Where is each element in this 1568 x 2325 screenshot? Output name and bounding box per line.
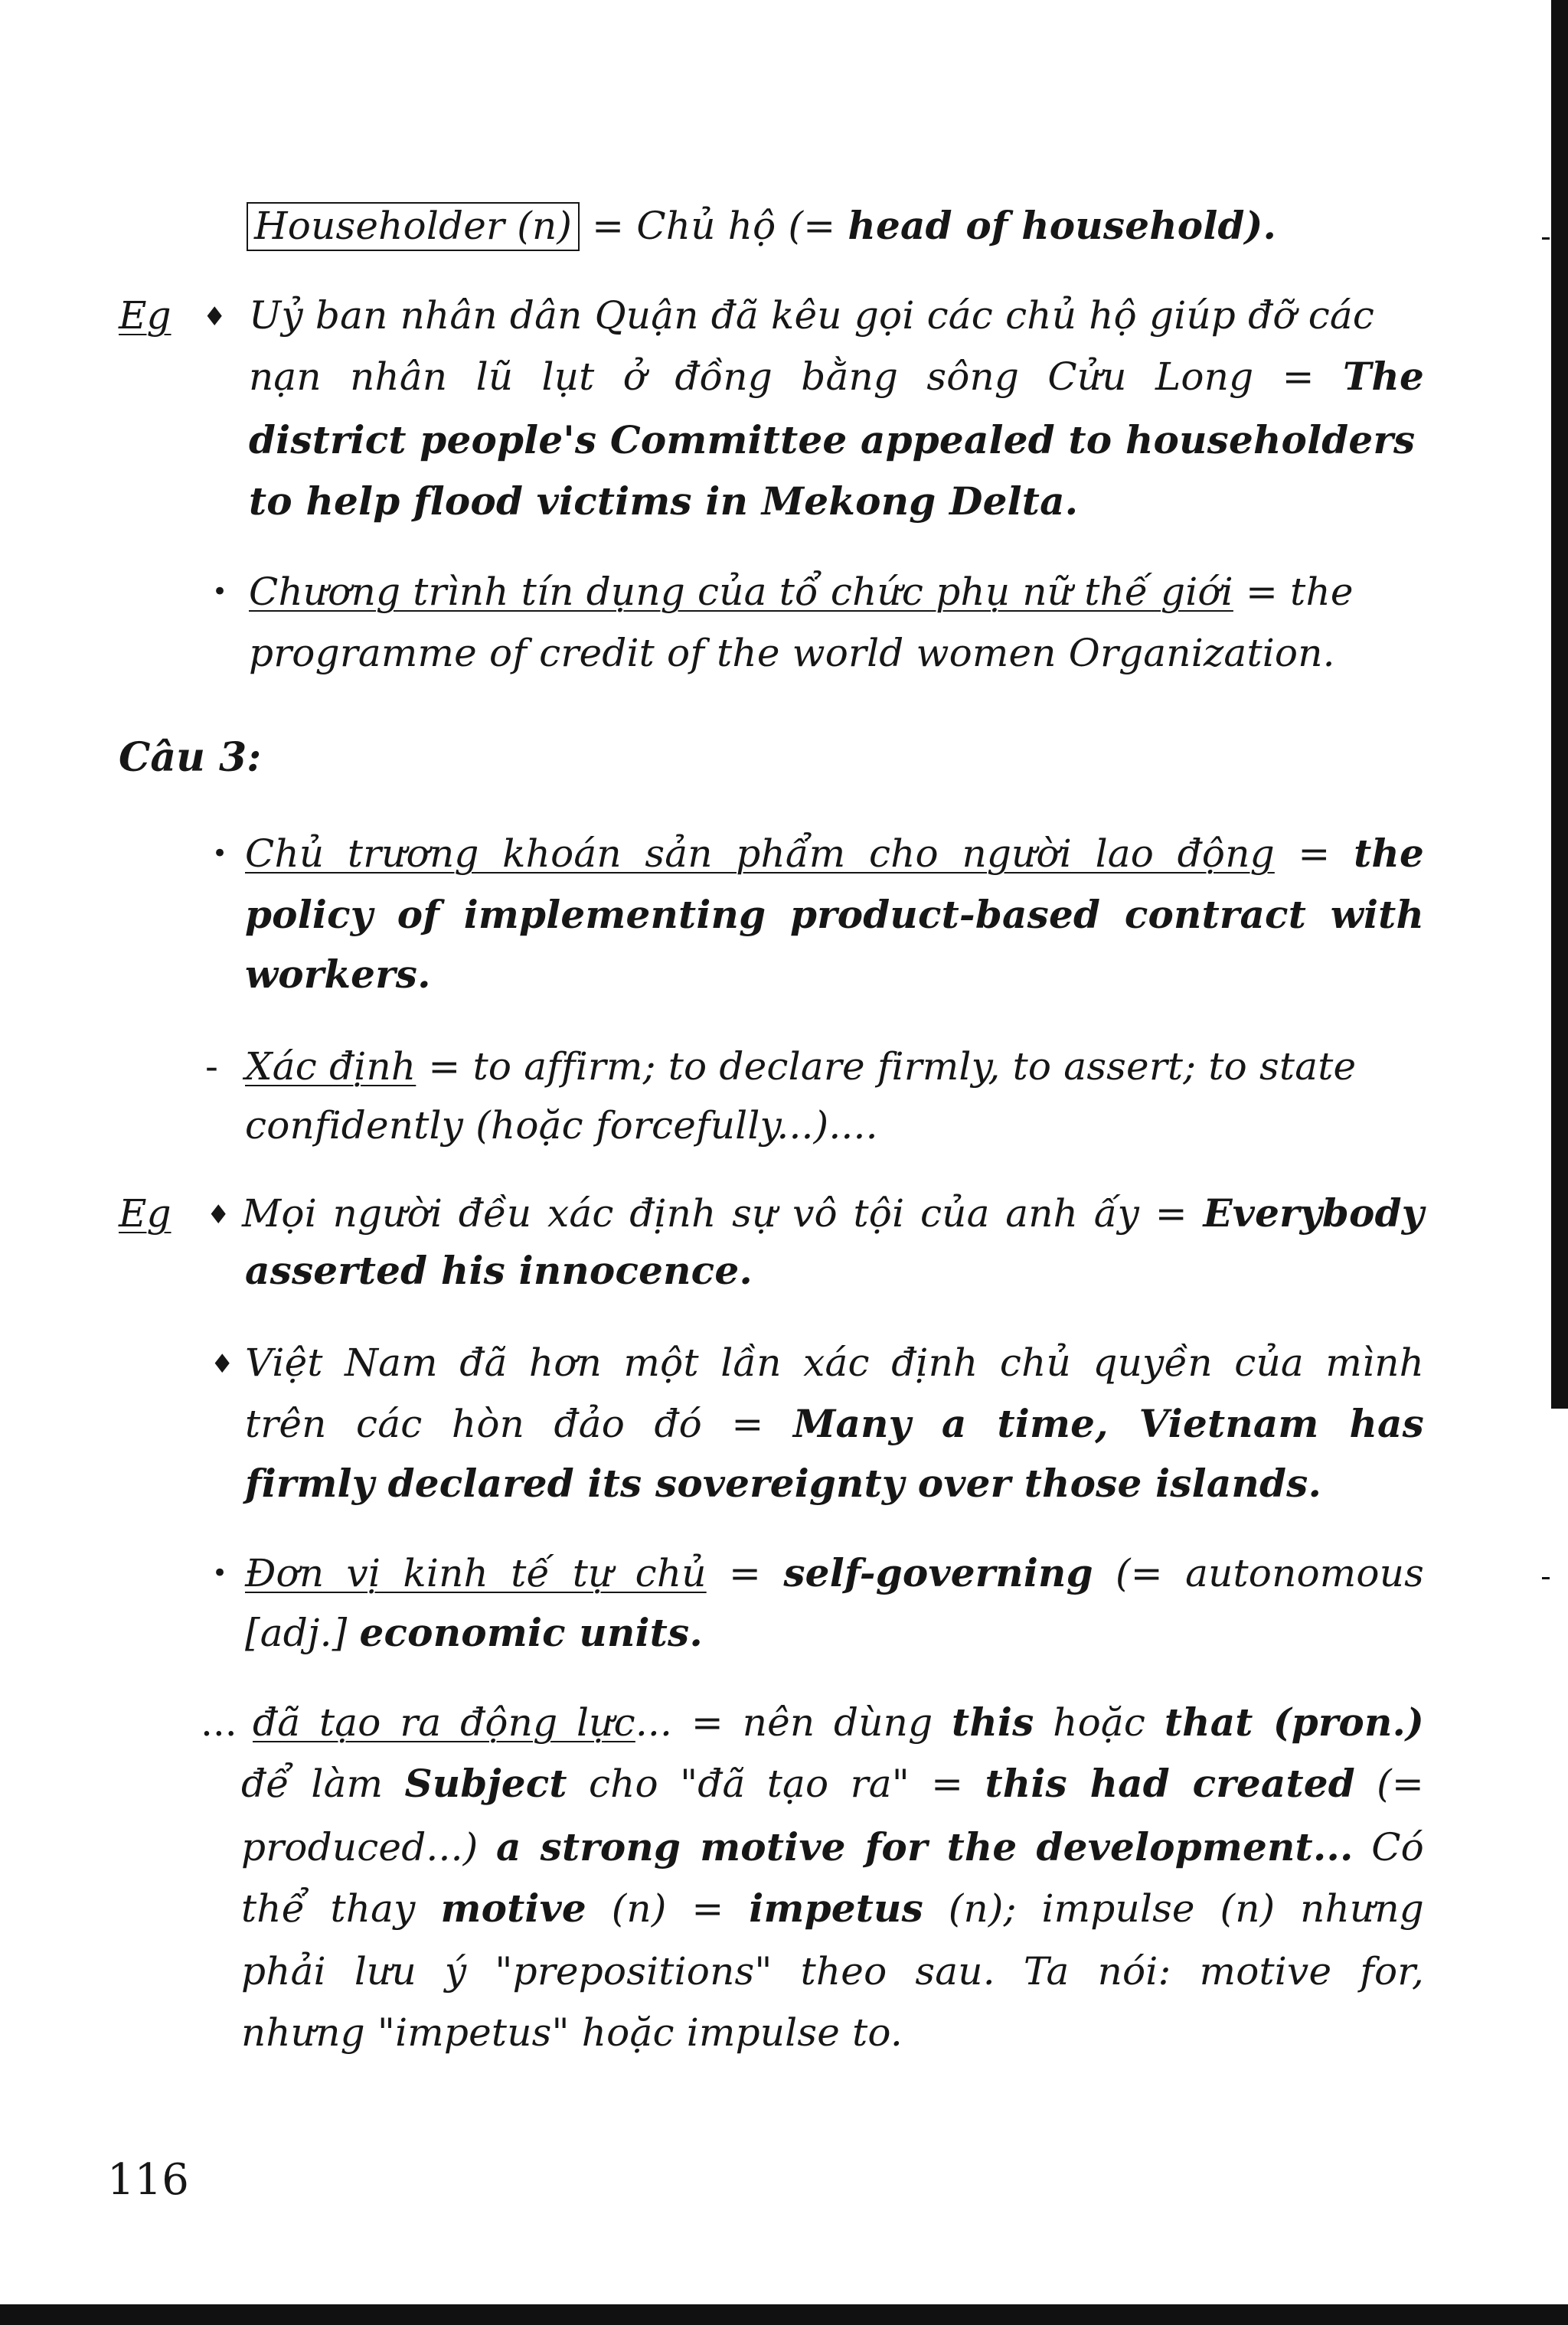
example-2-line-2: asserted his innocence. xyxy=(245,1248,753,1293)
xac-dinh-line-2: confidently (hoặc forcefully...).... xyxy=(245,1103,878,1148)
scan-tick xyxy=(1542,237,1550,240)
round-bullet-icon: • xyxy=(212,838,228,869)
entry-definition: = Chủ hộ (= xyxy=(580,204,848,248)
dash-bullet: - xyxy=(205,1044,218,1089)
example-marker: Eg xyxy=(119,1191,172,1236)
ellipsis-lead: ... xyxy=(201,1700,237,1745)
scan-tick xyxy=(1542,1577,1550,1579)
scan-edge-bottom xyxy=(0,2304,1568,2325)
example-2-line-1: Mọi người đều xác định sự vô tội của anh ấy = Everybody xyxy=(242,1190,1424,1236)
program-line-2: programme of credit of the world women Organization. xyxy=(249,631,1335,675)
policy-line-3: workers. xyxy=(245,952,431,997)
entry-title-line xyxy=(247,203,1276,249)
diamond-bullet-icon: ♦ xyxy=(203,302,227,332)
xac-dinh-line-1: Xác định = to affirm; to declare firmly, to assert; to state xyxy=(245,1044,1357,1089)
program-line-1: Chương trình tín dụng của tổ chức phụ nữ thế giới = the xyxy=(249,570,1354,614)
units-term: Đơn vị kinh tế tự chủ xyxy=(245,1551,707,1595)
xac-dinh-term: Xác định xyxy=(245,1044,416,1089)
example-3-line-1: Việt Nam đã hơn một lần xác định chủ quyền của mình xyxy=(245,1340,1424,1385)
round-bullet-icon: • xyxy=(212,576,228,607)
policy-line-2: policy of implementing product-based contract with xyxy=(245,892,1424,937)
example-3-line-2: trên các hòn đảo đó = Many a time, Vietnam has xyxy=(245,1401,1425,1446)
program-term: Chương trình tín dụng của tổ chức phụ nữ thế giới xyxy=(249,570,1233,614)
dong-luc-term: đã tạo ra động lực xyxy=(253,1700,635,1745)
example-3-line-3: firmly declared its sovereignty over those islands. xyxy=(245,1461,1322,1506)
scan-edge-right xyxy=(1551,0,1568,1409)
dong-luc-line-3: produced...) a strong motive for the development... Có xyxy=(241,1824,1424,1869)
example-1-line-3: district people's Committee appealed to householders xyxy=(249,417,1416,462)
round-bullet-icon: • xyxy=(212,1558,228,1589)
units-line-1: Đơn vị kinh tế tự chủ = self-governing (= autonomous xyxy=(245,1550,1424,1595)
units-line-2: [adj.] economic units. xyxy=(245,1610,703,1655)
example-1-line-1: Uỷ ban nhân dân Quận đã kêu gọi các chủ hộ giúp đỡ các xyxy=(249,293,1375,338)
page-number: 116 xyxy=(107,2155,189,2205)
example-1-line-4: to help flood victims in Mekong Delta. xyxy=(249,478,1079,524)
dong-luc-line-6: nhưng "impetus" hoặc impulse to. xyxy=(241,2010,903,2055)
policy-line-1: Chủ trương khoán sản phẩm cho người lao động = the xyxy=(245,831,1424,876)
dong-luc-line-4: thể thay motive (n) = impetus (n); impulse (n) nhưng xyxy=(241,1886,1424,1931)
dong-luc-line-2: để làm Subject cho "đã tạo ra" = this had created (= xyxy=(241,1761,1424,1806)
example-1-line-2: nạn nhân lũ lụt ở đồng bằng sông Cửu Long = The xyxy=(249,354,1424,399)
dong-luc-line-5: phải lưu ý "prepositions" theo sau. Ta nói: motive for, xyxy=(241,1949,1424,1994)
diamond-bullet-icon: ♦ xyxy=(211,1349,234,1380)
entry-definition-bold: head of household). xyxy=(848,203,1277,248)
diamond-bullet-icon: ♦ xyxy=(207,1200,230,1230)
dong-luc-line-1: đã tạo ra động lực... = nên dùng this hoặc that (pron.) xyxy=(253,1700,1424,1745)
policy-term: Chủ trương khoán sản phẩm cho người lao động xyxy=(245,831,1275,876)
example-marker: Eg xyxy=(119,293,172,338)
section-heading: Câu 3: xyxy=(119,734,262,781)
entry-term-box: Householder (n) xyxy=(247,202,580,251)
